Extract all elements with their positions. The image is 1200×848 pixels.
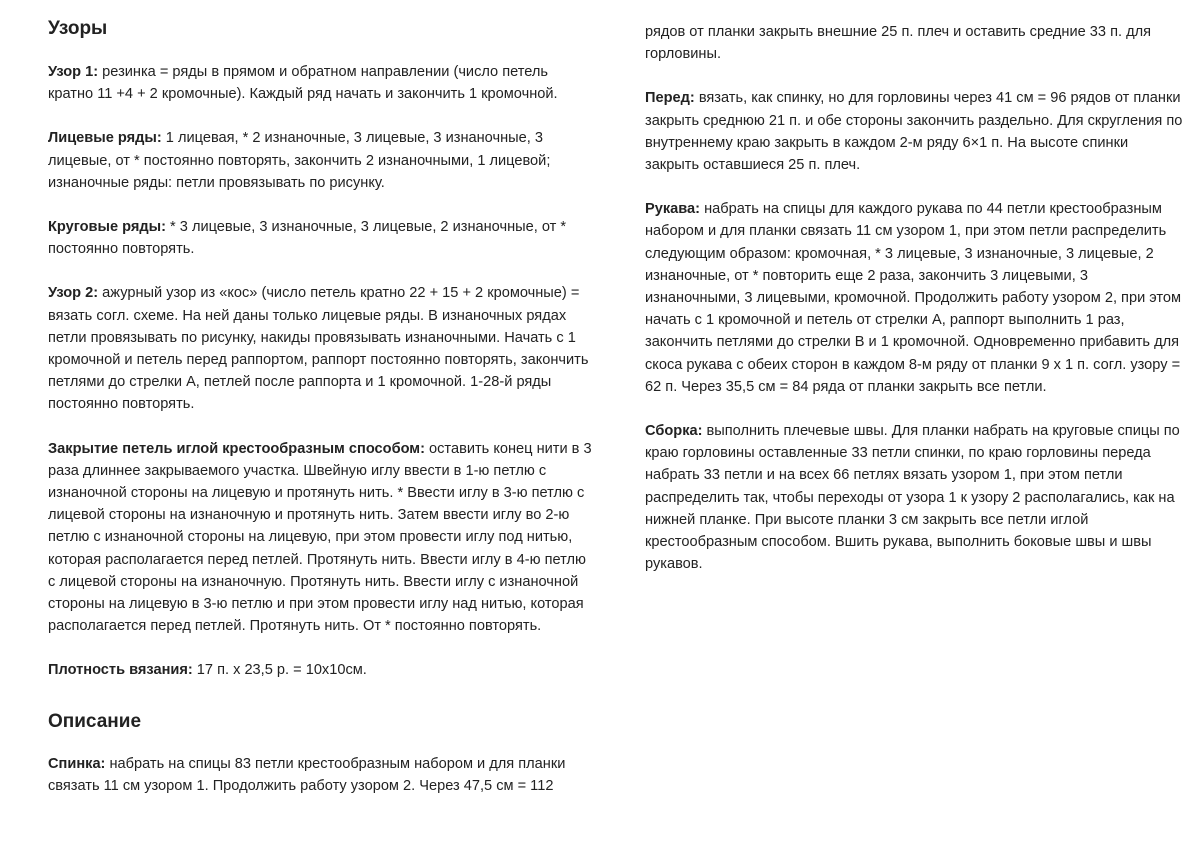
label-pattern-2: Узор 2: — [48, 285, 99, 302]
text-back: набрать на спицы 83 петли крестообразным набором и для планки связать 11 см узором 1. Продолжить работу узором 2. Через 47,5 см = 112 — [48, 755, 566, 794]
text-gauge: 17 п. х 23,5 р. = 10х10см. — [192, 662, 367, 679]
label-sleeves: Рукава: — [645, 201, 701, 218]
label-knit-rows: Лицевые ряды: — [48, 130, 162, 147]
text-bind-off: оставить конец нити в 3 раза длиннее закрываемого участка. Швейную иглу ввести в 1-ю петлю с изнаночной стороны на лицевую и протянуть нить. * Ввести иглу в 3-ю петлю с лицевой стороны на изнаночную и протянуть нить. Затем ввести иглу во 2-ю петлю с изнаночной стороны на лицевую, при этом провести иглу под нитью, которая располагается перед петлей. Протянуть нить. Ввести иглу в 4-ю петлю с лицевой стороны на изнаночную. Протянуть нить. Ввести иглу с изнаночной стороны на лицевую в 3-ю петлю и при этом провести иглу над нитью, которая располагается перед петлей. Протянуть нить. От * постоянно повторять. — [48, 440, 592, 635]
label-circular-rows: Круговые ряды: — [48, 219, 166, 236]
label-gauge: Плотность вязания: — [48, 662, 193, 679]
right-column — [645, 0, 1185, 575]
text-assembly: выполнить плечевые швы. Для планки набрать на круговые спицы по краю горловины оставленные 33 петли спинки, по краю горловины переда набрать 33 петли и на всех 66 петлях вязать узором 1, при этом петли распределить так, чтобы переходы от узора 1 к узору 2 располагались, как на нижней планке. При высоте планки 3 см закрыть все петли иглой крестообразным способом. Вшить рукава, выполнить боковые швы и швы рукавов. — [645, 423, 1180, 573]
text-knit-rows: 1 лицевая, * 2 изнаночные, 3 лицевые, 3 изнаночные, 3 лицевые, от * постоянно повторять, закончить 2 изнаночными, 1 лицевой; изнаночные ряды: петли провязывать по рисунку. — [48, 130, 551, 191]
paragraph-circular-rows — [48, 216, 593, 260]
label-front: Перед: — [645, 90, 695, 107]
paragraph-sleeves — [645, 198, 1185, 398]
heading-patterns: Узоры — [48, 18, 108, 39]
label-bind-off: Закрытие петель иглой крестообразным способом: — [48, 440, 425, 457]
heading-description: Описание — [48, 710, 142, 732]
label-assembly: Сборка: — [645, 423, 703, 440]
paragraph-bind-off — [48, 438, 593, 638]
label-back: Спинка: — [48, 755, 106, 772]
paragraph-knit-rows — [48, 127, 593, 194]
paragraph-front — [645, 87, 1185, 176]
paragraph-back — [48, 753, 593, 797]
text-front: вязать, как спинку, но для горловины через 41 см = 96 рядов от планки закрыть среднюю 21 п. и обе стороны закончить раздельно. Для скругления по внутреннему краю закрыть в каждом 2-м ряду 6×1 п. На высоте спинки закрыть оставшиеся 25 п. плеч. — [645, 90, 1183, 174]
text-sleeves: набрать на спицы для каждого рукава по 44 петли крестообразным набором и для планки связать 11 см узором 1, при этом петли распределить следующим образом: кромочная, * 3 лицевые, 3 изнаночные, 3 лицевые, 2 изнаночные, от * повторить еще 2 раза, закончить 3 лицевыми, 3 изнаночными, 3 лицевыми, кромочной. Продолжить работу узором 2, при этом начать с 1 кромочной и петель от стрелки А, раппорт выполнить 1 раз, закончить петлями до стрелки В и 1 кромочной. Одновременно прибавить для скоса рукава с обеих сторон в каждом 8-м ряду от планки 9 х 1 п. согл. узору = 62 п. Через 35,5 см = 84 ряда от планки закрыть все петли. — [645, 201, 1182, 395]
left-column — [48, 0, 593, 797]
paragraph-gauge — [48, 659, 593, 681]
paragraph-pattern-1 — [48, 61, 593, 105]
paragraph-assembly — [645, 420, 1185, 575]
paragraph-pattern-2 — [48, 282, 593, 415]
label-pattern-1: Узор 1: — [48, 64, 99, 80]
text-pattern-2: ажурный узор из «кос» (число петель кратно 22 + 15 + 2 кромочные) = вязать согл. схеме. На ней даны только лицевые ряды. В изнаночных рядах петли провязывать по рисунку, накиды провязывать изнаночными. Начать с 1 кромочной и петель перед раппортом, раппорт постоянно повторять, закончить петлями до стрелки А, петлей после раппорта и 1 кромочной. 1-28-й ряды постоянно повторять. — [48, 285, 589, 413]
text-pattern-1: резинка = ряды в прямом и обратном направлении (число петель кратно 11 +4 + 2 кромочные). Каждый ряд начать и закончить 1 кромочной. — [48, 64, 558, 103]
paragraph-back-continued: рядов от планки закрыть внешние 25 п. плеч и оставить средние 33 п. для горловины. — [645, 24, 1152, 63]
text-circular-rows: * 3 лицевые, 3 изнаночные, 3 лицевые, 2 изнаночные, от * постоянно повторять. — [48, 219, 567, 258]
